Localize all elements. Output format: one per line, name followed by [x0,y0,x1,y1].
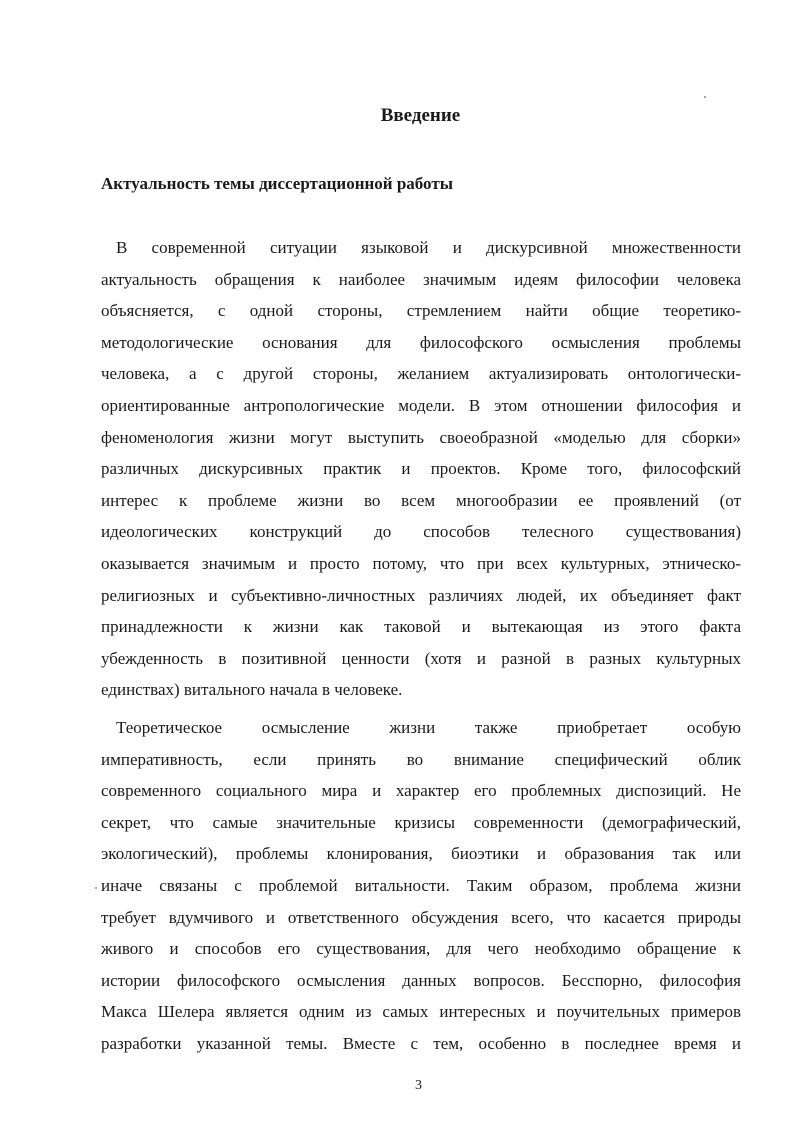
page-number: 3 [415,1078,422,1093]
text-line: объясняется, с одной стороны, стремлением найти общие теоретико- [101,301,741,321]
text-line: императивность, если принять во внимание специфический облик [101,749,741,769]
text-line: методологические основания для философского осмысления проблемы [101,332,741,352]
paragraph-1 [101,232,741,706]
text-line: экологический), проблемы клонирования, биоэтики и образования так или [101,844,741,864]
text-line: актуальность обращения к наиболее значимым идеям философии человека [101,269,741,289]
text-line: требует вдумчивого и ответственного обсуждения всего, что касается природы [101,907,741,927]
text-line: разработки указанной темы. Вместе с тем, особенно в последнее время и [101,1033,741,1053]
text-line: живого и способов его существования, для чего необходимо обращение к [101,939,741,959]
text-line: единствах) витального начала в человеке. [101,680,403,700]
text-line: интерес к проблеме жизни во всем многообразии ее проявлений (от [101,490,741,510]
text-line: Теоретическое осмысление жизни также приобретает особую [116,718,741,737]
text-line: Макса Шелера является одним из самых интересных и поучительных примеров [101,1002,741,1022]
page-title: Введение [380,105,461,126]
text-line: религиозных и субъективно-личностных различиях людей, их объединяет факт [101,585,741,605]
text-line: ориентированные антропологические модели. В этом отношении философия и [101,395,741,415]
text-line: феноменология жизни могут выступить своеобразной «моделью для сборки» [101,427,741,447]
text-line: идеологических конструкций до способов телесного существования) [101,522,741,542]
scan-speck [704,96,706,98]
text-line: истории философского осмысления данных вопросов. Бесспорно, философия [101,970,741,990]
section-heading: Актуальность темы диссертационной работы [101,174,453,193]
text-line: принадлежности к жизни как таковой и вытекающая из этого факта [101,617,741,637]
text-line: В современной ситуации языковой и дискурсивной множественности [116,238,741,257]
text-line: человека, а с другой стороны, желанием актуализировать онтологически- [101,364,741,384]
text-line: различных дискурсивных практик и проектов. Кроме того, философский [101,459,741,479]
text-line: убежденность в позитивной ценности (хотя и разной в разных культурных [101,648,741,668]
text-line: оказывается значимым и просто потому, что при всех культурных, этническо- [101,553,741,573]
text-line: современного социального мира и характер его проблемных диспозиций. Не [101,781,741,801]
paragraph-2 [101,712,741,1060]
scan-speck [95,887,97,889]
text-line: иначе связаны с проблемой витальности. Таким образом, проблема жизни [101,875,741,895]
text-line: секрет, что самые значительные кризисы современности (демографический, [101,812,741,832]
